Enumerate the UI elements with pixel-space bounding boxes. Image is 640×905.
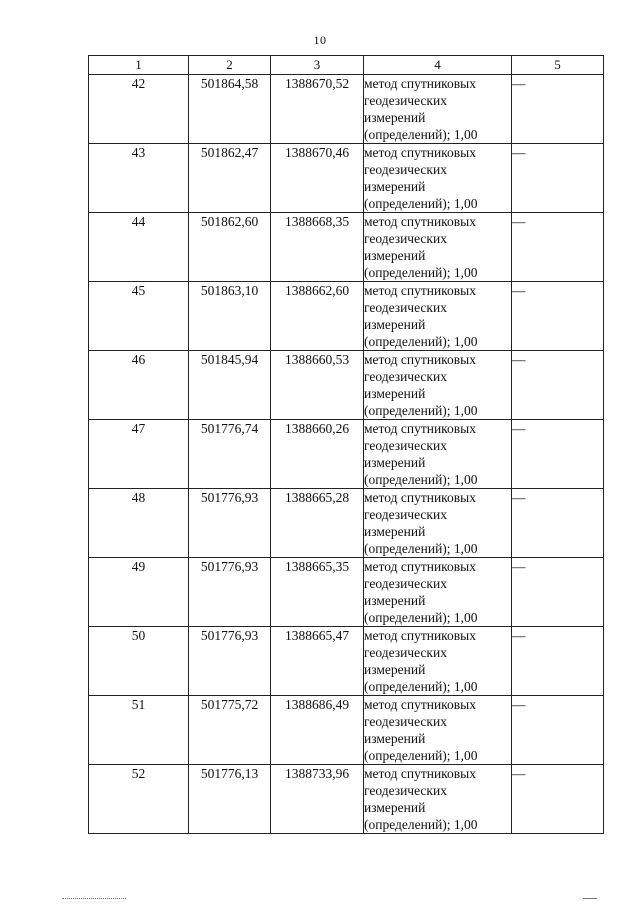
method-text-line: геодезических	[364, 576, 447, 591]
method-text-line: метод спутниковых	[364, 766, 476, 781]
method-text-line: (определений); 1,00	[364, 679, 478, 694]
method-cell	[364, 696, 512, 765]
note-cell: —	[512, 558, 604, 627]
point-number-cell: 48	[89, 489, 189, 558]
column-header-y: 3	[271, 56, 364, 75]
note-cell: —	[512, 765, 604, 834]
x-coordinate-cell: 501863,10	[189, 282, 271, 351]
point-number-cell: 46	[89, 351, 189, 420]
method-text-line: геодезических	[364, 93, 447, 108]
method-cell	[364, 213, 512, 282]
x-coordinate-cell: 501845,94	[189, 351, 271, 420]
method-text-line: измерений	[364, 317, 426, 332]
method-text-line: измерений	[364, 800, 426, 815]
note-cell: —	[512, 627, 604, 696]
point-number-cell: 47	[89, 420, 189, 489]
method-text-line: метод спутниковых	[364, 214, 476, 229]
point-number-cell: 52	[89, 765, 189, 834]
x-coordinate-cell: 501776,13	[189, 765, 271, 834]
table-header-row	[89, 56, 604, 75]
column-header-x: 2	[189, 56, 271, 75]
x-coordinate-cell: 501776,74	[189, 420, 271, 489]
table-row	[89, 75, 604, 144]
method-cell	[364, 489, 512, 558]
x-coordinate-cell: 501862,60	[189, 213, 271, 282]
y-coordinate-cell: 1388670,46	[271, 144, 364, 213]
page-number: 10	[313, 33, 327, 47]
method-text-line: (определений); 1,00	[364, 403, 478, 418]
method-text-line: измерений	[364, 731, 426, 746]
x-coordinate-cell: 501776,93	[189, 627, 271, 696]
note-cell: —	[512, 420, 604, 489]
note-cell: —	[512, 351, 604, 420]
column-header-method: 4	[364, 56, 512, 75]
y-coordinate-cell: 1388670,52	[271, 75, 364, 144]
note-cell: —	[512, 144, 604, 213]
point-number-cell: 49	[89, 558, 189, 627]
method-cell	[364, 558, 512, 627]
y-coordinate-cell: 1388660,26	[271, 420, 364, 489]
point-number-cell: 45	[89, 282, 189, 351]
table-row	[89, 282, 604, 351]
table-row	[89, 696, 604, 765]
y-coordinate-cell: 1388665,47	[271, 627, 364, 696]
y-coordinate-cell: 1388668,35	[271, 213, 364, 282]
y-coordinate-cell: 1388662,60	[271, 282, 364, 351]
table-row	[89, 558, 604, 627]
method-text-line: (определений); 1,00	[364, 196, 478, 211]
scan-artifact-right	[583, 898, 597, 899]
method-text-line: (определений); 1,00	[364, 334, 478, 349]
method-cell	[364, 75, 512, 144]
method-text-line: метод спутниковых	[364, 697, 476, 712]
scan-artifact-left	[62, 898, 126, 901]
table-row	[89, 420, 604, 489]
x-coordinate-cell: 501775,72	[189, 696, 271, 765]
table-row	[89, 213, 604, 282]
method-text-line: геодезических	[364, 438, 447, 453]
method-text-line: измерений	[364, 110, 426, 125]
method-text-line: метод спутниковых	[364, 352, 476, 367]
coordinates-table	[88, 55, 604, 834]
y-coordinate-cell: 1388665,35	[271, 558, 364, 627]
method-cell	[364, 420, 512, 489]
method-text-line: геодезических	[364, 645, 447, 660]
note-cell: —	[512, 75, 604, 144]
table-row	[89, 627, 604, 696]
method-text-line: (определений); 1,00	[364, 817, 478, 832]
method-text-line: геодезических	[364, 300, 447, 315]
x-coordinate-cell: 501776,93	[189, 489, 271, 558]
column-header-point-number: 1	[89, 56, 189, 75]
note-cell: —	[512, 696, 604, 765]
note-cell: —	[512, 489, 604, 558]
note-cell: —	[512, 213, 604, 282]
x-coordinate-cell: 501862,47	[189, 144, 271, 213]
method-text-line: геодезических	[364, 369, 447, 384]
method-cell	[364, 765, 512, 834]
method-text-line: геодезических	[364, 507, 447, 522]
method-text-line: геодезических	[364, 783, 447, 798]
method-text-line: измерений	[364, 593, 426, 608]
y-coordinate-cell: 1388665,28	[271, 489, 364, 558]
point-number-cell: 44	[89, 213, 189, 282]
method-text-line: (определений); 1,00	[364, 265, 478, 280]
method-text-line: измерений	[364, 455, 426, 470]
method-text-line: измерений	[364, 386, 426, 401]
point-number-cell: 50	[89, 627, 189, 696]
method-text-line: (определений); 1,00	[364, 610, 478, 625]
point-number-cell: 43	[89, 144, 189, 213]
table-row	[89, 765, 604, 834]
table-row	[89, 144, 604, 213]
point-number-cell: 51	[89, 696, 189, 765]
method-text-line: измерений	[364, 248, 426, 263]
y-coordinate-cell: 1388733,96	[271, 765, 364, 834]
column-header-note: 5	[512, 56, 604, 75]
method-text-line: (определений); 1,00	[364, 748, 478, 763]
method-text-line: (определений); 1,00	[364, 472, 478, 487]
method-text-line: геодезических	[364, 162, 447, 177]
method-text-line: измерений	[364, 662, 426, 677]
y-coordinate-cell: 1388686,49	[271, 696, 364, 765]
method-cell	[364, 282, 512, 351]
y-coordinate-cell: 1388660,53	[271, 351, 364, 420]
table-row	[89, 489, 604, 558]
method-text-line: метод спутниковых	[364, 421, 476, 436]
method-text-line: измерений	[364, 524, 426, 539]
method-text-line: измерений	[364, 179, 426, 194]
method-text-line: геодезических	[364, 714, 447, 729]
table-row	[89, 351, 604, 420]
method-cell	[364, 144, 512, 213]
method-cell	[364, 627, 512, 696]
method-text-line: метод спутниковых	[364, 145, 476, 160]
method-cell	[364, 351, 512, 420]
note-cell: —	[512, 282, 604, 351]
method-text-line: метод спутниковых	[364, 76, 476, 91]
method-text-line: метод спутниковых	[364, 628, 476, 643]
method-text-line: (определений); 1,00	[364, 541, 478, 556]
method-text-line: геодезических	[364, 231, 447, 246]
method-text-line: (определений); 1,00	[364, 127, 478, 142]
point-number-cell: 42	[89, 75, 189, 144]
x-coordinate-cell: 501776,93	[189, 558, 271, 627]
method-text-line: метод спутниковых	[364, 559, 476, 574]
method-text-line: метод спутниковых	[364, 283, 476, 298]
x-coordinate-cell: 501864,58	[189, 75, 271, 144]
method-text-line: метод спутниковых	[364, 490, 476, 505]
